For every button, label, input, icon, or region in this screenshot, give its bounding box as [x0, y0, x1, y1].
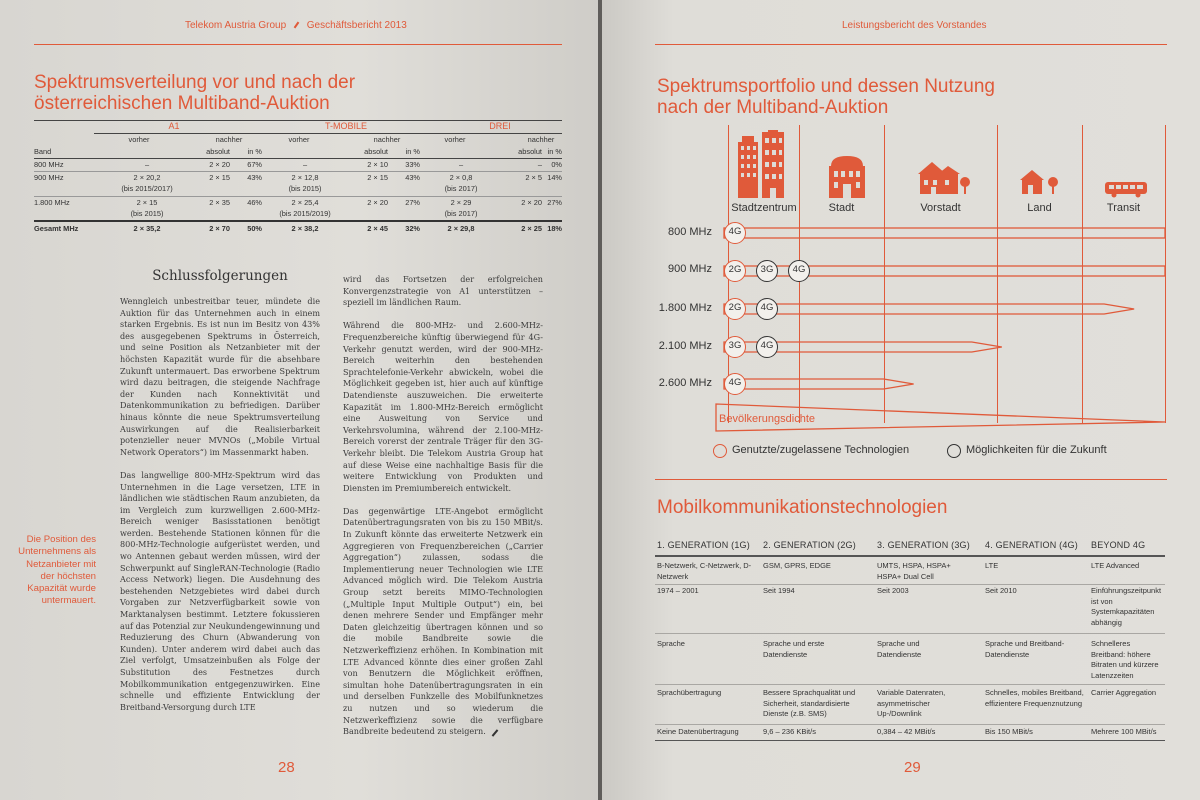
- band-bar: [724, 304, 1134, 314]
- legend-future-icon: [947, 444, 961, 458]
- tech-used-4g: 4G: [724, 373, 746, 395]
- legend-used-icon: [713, 444, 727, 458]
- page-number-left: 28: [278, 759, 295, 776]
- band-label: 2.600 MHz: [658, 377, 712, 389]
- operator-a1: A1: [168, 121, 180, 131]
- col-header: 1. GENERATION (1G): [657, 540, 750, 550]
- tech-used-4g: 4G: [724, 222, 746, 244]
- col-header: 2. GENERATION (2G): [763, 540, 856, 550]
- location-label: Transit: [1106, 202, 1141, 214]
- tech-used-2g: 2G: [724, 260, 746, 282]
- band-label: 900 MHz: [667, 263, 712, 275]
- location-label: Stadtzentrum: [731, 202, 797, 214]
- location-label: Vorstadt: [920, 202, 961, 214]
- slash-icon: [294, 22, 300, 29]
- tech-future-3g: 3G: [756, 260, 778, 282]
- section-heading: Schlussfolgerungen: [152, 268, 288, 284]
- legend-future-label: Möglichkeiten für die Zukunft: [966, 444, 1107, 456]
- population-density-label: Bevölkerungsdichte: [719, 413, 816, 425]
- band-label: 800 MHz: [667, 226, 712, 238]
- sub-header-row: vorher nachher vorher nachher vorher nachher: [128, 135, 555, 144]
- spectrum-portfolio-title: Spektrumsportfolio und dessen Nutzung nach der Multiband-Auktion: [657, 76, 995, 118]
- tech-used-2g: 2G: [724, 298, 746, 320]
- left-page: [0, 0, 598, 800]
- table-row: 900 MHz 2 × 20,2 (bis 2015/2017) 2 × 15 43% 2 × 12,8 (bis 2015) 2 × 15 43% 2 × 0,8 (bis 2017) 2 × 5 14%: [34, 173, 562, 193]
- location-label: Stadt: [828, 202, 855, 214]
- running-head-right: Leistungsbericht des Vorstandes: [842, 20, 987, 31]
- col-header: 3. GENERATION (3G): [877, 540, 970, 550]
- band-label: 2.100 MHz: [658, 340, 712, 352]
- tech-future-4g: 4G: [756, 336, 778, 358]
- margin-note: Die Position des Unternehmens als Netzanbieter mit der höchsten Kapazität wurde untermauert.: [18, 534, 96, 607]
- band-header-row: Band absolut in % absolut in % absolut in %: [34, 147, 562, 156]
- location-label: Land: [1027, 202, 1052, 214]
- page-number-right: 29: [904, 759, 921, 776]
- text-column-1: Wenngleich unbestreitbar teuer, mündete die Auktion für das Unternehmen auch in einem starken Ergebnis. Es ist nun im Besitz von 43% des ausgegebenen Spektrums in Österreich, und seine Position als Netzanbieter mit der höchsten Kapazität wurde für die absehbare Zukunft untermauert. Das erworbene Spektrum wird dazu beitragen, die steigende Nachfrage der Kunden nach Konnektivität und Datenkommunikation zu befriedigen. Darüber hinaus könnte die neue Spektrumsverteilung Auswirkungen auf die Realisierbarkeit potenzieller neuer MVNOs („Mobile Virtual Network Operators“) im Massenmarkt haben. Das langwellige 800-MHz-Spektrum wird das Unternehmen in die Lage versetzen, LTE in ländlichen wie städtischen Raum anzubieten, da im Vergleich zum kurzwelligen 2.600-MHz-Bereich weniger Basisstationen benötigt werden. Bestehende Stationen können für die 800-MHz-Technologie aufgerüstet werden, und wo Antennen gebaut werden müssen, wird der Schwerpunkt auf SingleRAN-Technologie (Radio Access Network) liegen. Die Ausdehnung des bestehenden Netzgebietes wird dabei durch Vorgaben zur Netzverfügbarkeit sowie von Marktanalysen bestimmt. Letztere fokussieren auf das Potenzial zur Neukundengewinnung und Reduzierung des Churn (Abwanderung von Kunden). Unter anderem wird dabei auch das Ziel verfolgt, Umsatzeinbußen als Folge der Substitution des Festnetzes durch Mobilkommunikation entgegenzuwirken. Eine schnelle und effiziente Entwicklung der Breitband-Versorgung durch LTE: [120, 296, 320, 712]
- band-label: 1.800 MHz: [658, 302, 712, 314]
- col-header: 4. GENERATION (4G): [985, 540, 1078, 550]
- section-rule: [655, 479, 1167, 480]
- text-column-2: wird das Fortsetzen der erfolgreichen Konvergenzstrategie von A1 unterstützen – speziell im ländlichen Raum. Während die 800-MHz- und 2.600-MHz-Frequenzbereiche künftig überwiegend für 4G-Verkehr genutzt werden, wird der 900-MHz-Bereich weiterhin den bestehenden Sprachtelefonie-Verkehr abwickeln, wobei die Möglichkeit gegeben ist, hier auch auf künftige Datendienste auszuweichen. Die erweiterte Kapazität im 1.800-MHz-Bereich ermöglicht eine Ausweitung von Service und Verkehrsvolumina, während der 2.100-MHz-Bereich vorerst der zentrale Träger für den 3G-Verkehr bleibt. Die Telekom Austria Group hat auf diese Weise eine nachhaltige Basis für die weitere Entwicklung von Produkten und Diensten im Premiumbereich entwickelt. Das gegenwärtige LTE-Angebot ermöglicht Datenübertragungsraten von bis zu 150 MBit/s. In Zukunft könnte das erweiterte Netzwerk ein Aggregieren von Frequenzbereichen („Carrier Aggregation“) zulassen, sodass die Implementierung neuer Technologien wie LTE Advanced möglich wird. Die Telekom Austria Group setzt bereits MIMO-Technologien („Multiple Input Multiple Output“) ein, bei denen mehrere Sender und Empfänger mehr Daten gleichzeitig übertragen können und so die mobile Bandbreite sowie die Netzwerkeffizienz erhöhen. In Kombination mit LTE Advanced könnte dies einer großen Zahl von Benutzern die Möglichkeit eröffnen, simultan hohe Datenübertragungsraten in ein und derselben Funkzelle des Mobilfunknetzes zu nutzen und so wiederum die Netzwerkeffizienz sowie die verfügbare Bandbreite bedeutend zu steigern.: [343, 274, 543, 737]
- tech-used-3g: 3G: [724, 336, 746, 358]
- table-total-row: Gesamt MHz 2 × 35,2 2 × 70 50% 2 × 38,2 2 × 45 32% 2 × 29,8 2 × 25 18%: [34, 224, 562, 233]
- spectrum-table-title: Spektrumsverteilung vor und nach der österreichischen Multiband-Auktion: [34, 72, 356, 114]
- operator-header-row: [34, 121, 562, 133]
- tech-future-4g: 4G: [756, 298, 778, 320]
- band-bar: [724, 379, 914, 389]
- band-coverage-chart: [602, 0, 1200, 440]
- band-bar: [724, 228, 1165, 238]
- table-row: 800 MHz – 2 × 20 67% – 2 × 10 33% – – 0%: [34, 160, 562, 169]
- mobile-tech-title: Mobilkommunikationstechnologien: [657, 497, 948, 518]
- end-mark-icon: [492, 729, 499, 736]
- running-head-left: Telekom Austria Group Geschäftsbericht 2013: [185, 20, 407, 31]
- operator-drei: DREI: [489, 121, 511, 131]
- tech-future-4g: 4G: [788, 260, 810, 282]
- col-header: BEYOND 4G: [1091, 540, 1146, 550]
- table-row: 1.800 MHz 2 × 15 (bis 2015) 2 × 35 46% 2 × 25,4 (bis 2015/2019) 2 × 20 27% 2 × 29 (bis 2017) 2 × 20 27%: [34, 198, 562, 218]
- top-rule: [34, 44, 562, 45]
- operator-tmobile: T-MOBILE: [324, 121, 367, 131]
- legend-used-label: Genutzte/zugelassene Technologien: [732, 444, 910, 456]
